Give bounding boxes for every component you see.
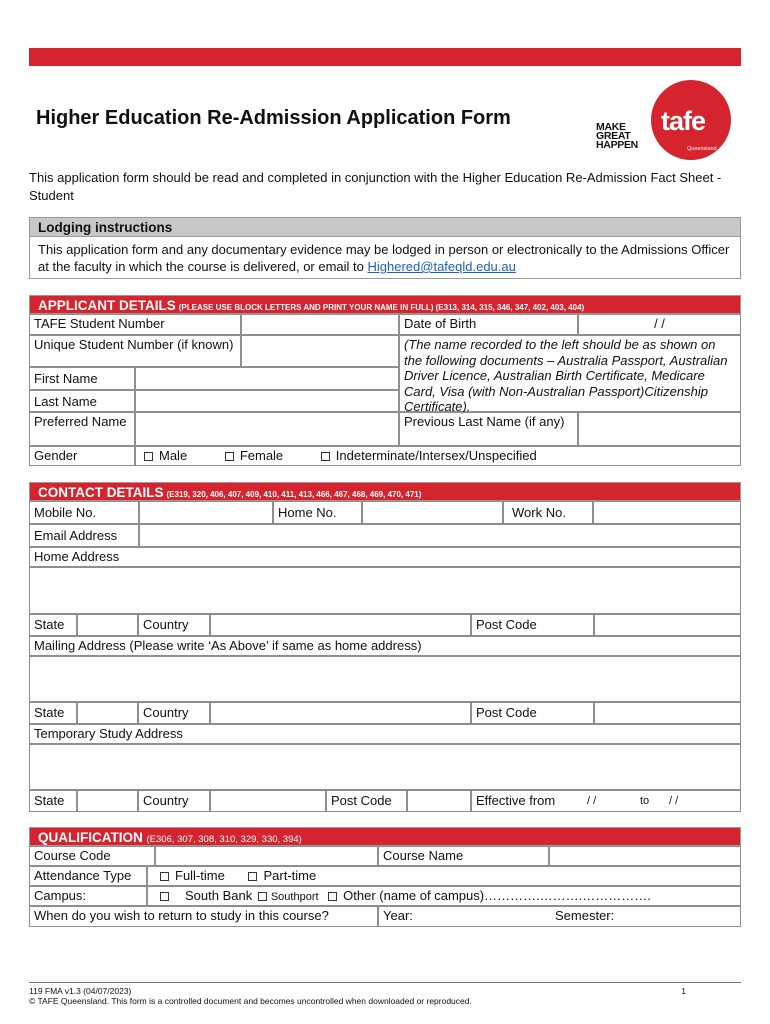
mobile-input[interactable] bbox=[139, 501, 273, 524]
course-name-input[interactable] bbox=[549, 846, 741, 866]
logo-circle: tafe Queensland bbox=[651, 80, 731, 160]
usi-label: Unique Student Number (if known) bbox=[29, 335, 241, 367]
usi-input[interactable] bbox=[241, 335, 399, 367]
tafe-number-input[interactable] bbox=[241, 314, 399, 335]
qualification-heading: QUALIFICATION (E306, 307, 308, 310, 329, 330, 394) bbox=[29, 827, 741, 846]
last-name-label: Last Name bbox=[29, 390, 135, 412]
mailing-address-label: Mailing Address (Please write ‘As Above’ if same as home address) bbox=[29, 636, 741, 656]
checkbox-icon bbox=[321, 452, 330, 461]
country-label: Country bbox=[138, 702, 210, 724]
state-label: State bbox=[29, 702, 77, 724]
first-name-label: First Name bbox=[29, 367, 135, 390]
copyright: © TAFE Queensland. This form is a controlled document and becomes uncontrolled when downloaded or reproduced. bbox=[29, 996, 472, 1006]
gender-female-option[interactable]: Female bbox=[225, 448, 283, 463]
checkbox-icon bbox=[160, 892, 169, 901]
postcode-label: Post Code bbox=[471, 614, 594, 636]
home-address-input[interactable] bbox=[29, 567, 741, 614]
postcode-label: Post Code bbox=[471, 702, 594, 724]
attendance-fulltime-option[interactable]: Full-time bbox=[160, 868, 225, 883]
intro-text: This application form should be read and completed in conjunction with the Higher Education Re-Admission Fact Sheet - Student bbox=[29, 170, 722, 203]
temp-address-input[interactable] bbox=[29, 744, 741, 790]
country-input[interactable] bbox=[210, 614, 471, 636]
home-address-label: Home Address bbox=[29, 547, 741, 567]
postcode-input[interactable] bbox=[594, 614, 741, 636]
course-code-input[interactable] bbox=[155, 846, 378, 866]
home-phone-label: Home No. bbox=[273, 501, 362, 524]
previous-last-name-input[interactable] bbox=[578, 412, 741, 446]
lodging-heading: Lodging instructions bbox=[30, 218, 740, 237]
name-note: (The name recorded to the left should be as shown on the following documents – Australia Passport, Australian Driver Licence, Australian Birth Certificate, Medicare Card, Visa (with Non-Australian Passport)Citizenship Certificate). bbox=[399, 335, 741, 412]
checkbox-icon bbox=[258, 892, 267, 901]
return-when-input[interactable]: Year: Semester: bbox=[378, 906, 741, 927]
form-code: 119 FMA v1.3 (04/07/2023) bbox=[29, 986, 132, 996]
postcode-label: Post Code bbox=[326, 790, 407, 812]
campus-label: Campus: bbox=[29, 886, 147, 906]
contact-heading: CONTACT DETAILS (E319, 320, 406, 407, 409, 410, 411, 413, 466, 467, 468, 469, 470, 471) bbox=[29, 482, 741, 501]
state-label: State bbox=[29, 790, 77, 812]
lodging-box bbox=[29, 217, 741, 279]
country-input[interactable] bbox=[210, 790, 326, 812]
email-label: Email Address bbox=[29, 524, 139, 547]
gender-indeterminate-option[interactable]: Indeterminate/Intersex/Unspecified bbox=[321, 448, 537, 463]
attendance-label: Attendance Type bbox=[29, 866, 147, 886]
first-name-input[interactable] bbox=[135, 367, 399, 390]
country-input[interactable] bbox=[210, 702, 471, 724]
postcode-input[interactable] bbox=[594, 702, 741, 724]
campus-options bbox=[147, 886, 741, 906]
preferred-name-label: Preferred Name bbox=[29, 412, 135, 446]
state-input[interactable] bbox=[77, 614, 138, 636]
work-phone-input[interactable] bbox=[593, 501, 741, 524]
campus-southbank-option[interactable]: South Bank bbox=[160, 888, 252, 903]
page-number: 1 bbox=[681, 986, 686, 996]
previous-last-name-label: Previous Last Name (if any) bbox=[399, 412, 578, 446]
checkbox-icon bbox=[160, 872, 169, 881]
gender-options bbox=[135, 446, 741, 466]
course-code-label: Course Code bbox=[29, 846, 155, 866]
course-name-label: Course Name bbox=[378, 846, 549, 866]
mobile-label: Mobile No. bbox=[29, 501, 139, 524]
email-input[interactable] bbox=[139, 524, 741, 547]
preferred-name-input[interactable] bbox=[135, 412, 399, 446]
logo-slogan: MAKE GREAT HAPPEN bbox=[596, 121, 638, 151]
temp-address-label: Temporary Study Address bbox=[29, 724, 741, 744]
state-input[interactable] bbox=[77, 702, 138, 724]
page-title: Higher Education Re-Admission Application Form bbox=[36, 107, 511, 129]
effective-from-field[interactable]: Effective from / / to / / bbox=[471, 790, 741, 812]
attendance-options bbox=[147, 866, 741, 886]
postcode-input[interactable] bbox=[407, 790, 471, 812]
dob-input[interactable]: / / bbox=[578, 314, 741, 335]
dob-label: Date of Birth bbox=[399, 314, 578, 335]
attendance-parttime-option[interactable]: Part-time bbox=[248, 868, 316, 883]
work-phone-label: Work No. bbox=[503, 501, 593, 524]
mailing-address-input[interactable] bbox=[29, 656, 741, 702]
campus-southport-option[interactable]: Southport bbox=[258, 888, 319, 903]
last-name-input[interactable] bbox=[135, 390, 399, 412]
gender-label: Gender bbox=[29, 446, 135, 466]
top-red-bar bbox=[29, 48, 741, 66]
tafe-logo bbox=[596, 80, 736, 160]
checkbox-icon bbox=[328, 892, 337, 901]
tafe-number-label: TAFE Student Number bbox=[29, 314, 241, 335]
return-when-label: When do you wish to return to study in this course? bbox=[29, 906, 378, 927]
checkbox-icon bbox=[225, 452, 234, 461]
applicant-heading: APPLICANT DETAILS (PLEASE USE BLOCK LETTERS AND PRINT YOUR NAME IN FULL) (E313, 314, 315, 346, 347, 402, 403, 404) bbox=[29, 295, 741, 314]
campus-other-option[interactable]: Other (name of campus)………….……….……………. bbox=[328, 888, 651, 903]
gender-male-option[interactable]: Male bbox=[144, 448, 187, 463]
lodging-body: This application form and any documentary evidence may be lodged in person or electronically to the Admissions Officer at the faculty in which the course is delivered, or email to Highered@tafeqld.edu.au bbox=[38, 242, 730, 274]
country-label: Country bbox=[138, 614, 210, 636]
state-input[interactable] bbox=[77, 790, 138, 812]
checkbox-icon bbox=[144, 452, 153, 461]
footer bbox=[29, 982, 741, 1006]
checkbox-icon bbox=[248, 872, 257, 881]
state-label: State bbox=[29, 614, 77, 636]
email-link[interactable]: Highered@tafeqld.edu.au bbox=[367, 259, 516, 274]
country-label: Country bbox=[138, 790, 210, 812]
home-phone-input[interactable] bbox=[362, 501, 503, 524]
